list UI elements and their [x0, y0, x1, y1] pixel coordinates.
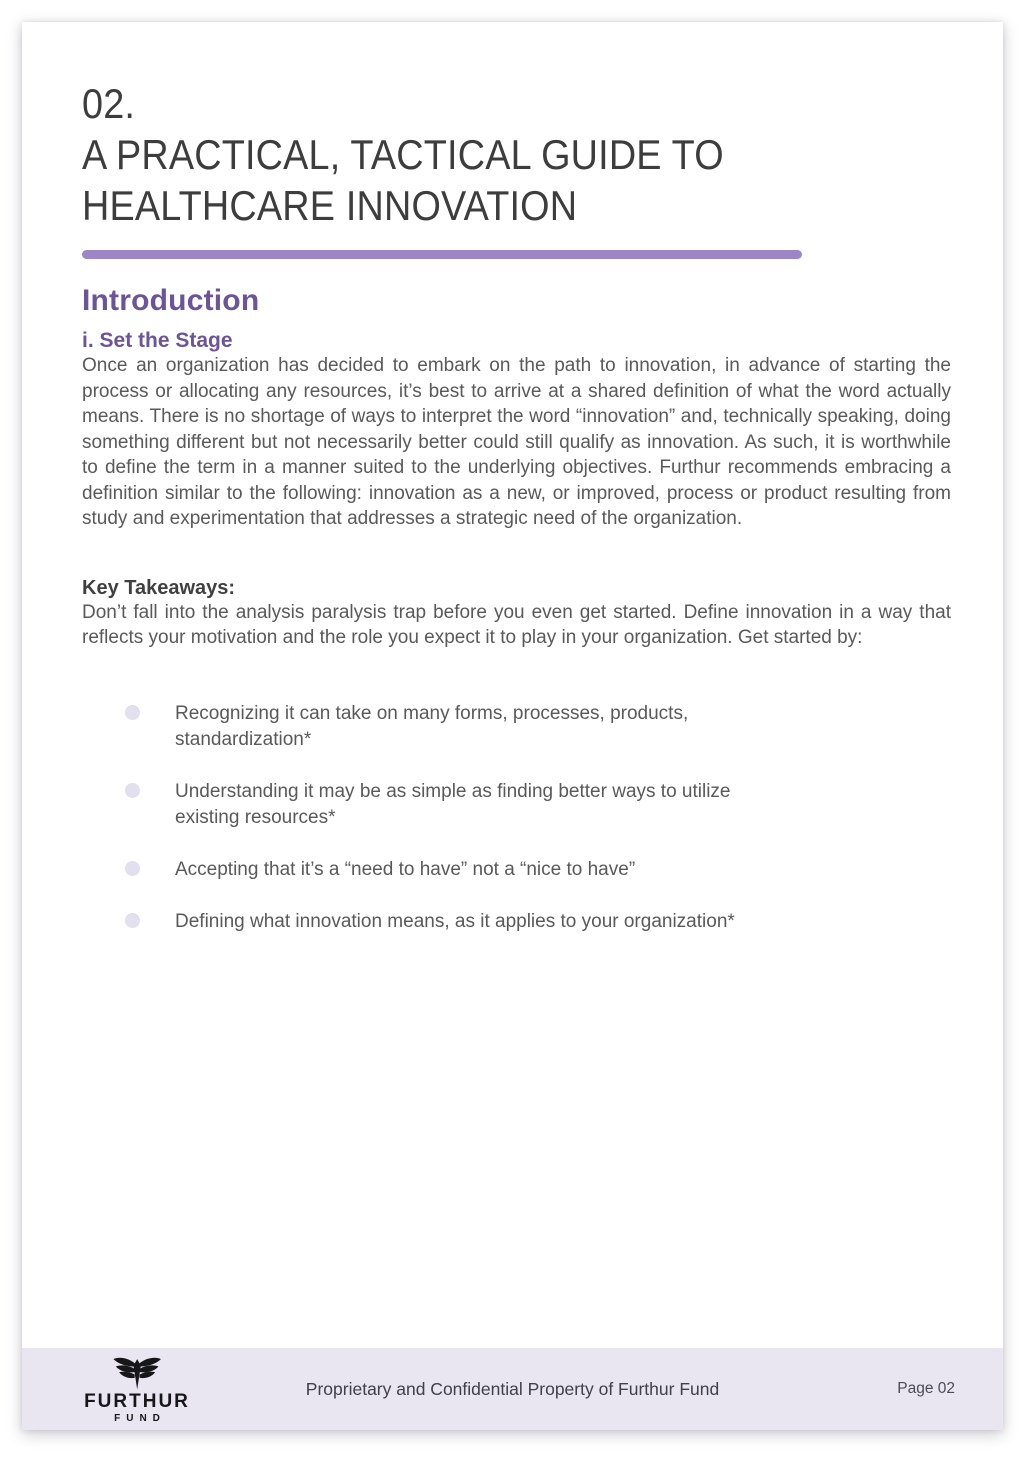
logo-subtext: FUND: [114, 1412, 166, 1424]
introduction-paragraph: Once an organization has decided to embark on the path to innovation, in advance of starting the process or allocating any resources, it’s best to arrive at a shared definition of what the word actually means. There is no shortage of ways to interpret the word “innovation” and, technically speaking, doing something different but not necessarily better could still qualify as innovation. As such, it is worthwhile to define the term in a manner suited to the underlying objectives. Furthur recommends embracing a definition similar to the following: innovation as a new, or improved, process or product resulting from study and experimentation that addresses a strategic need of the organization.: [82, 355, 951, 529]
subsection-heading-set-the-stage: i. Set the Stage: [82, 329, 233, 352]
list-item-text: Recognizing it can take on many forms, processes, products, standardization*: [175, 702, 689, 750]
section-heading-introduction: Introduction: [82, 284, 260, 317]
list-item: [82, 779, 951, 831]
page-content: [22, 22, 1003, 935]
list-item-text: Defining what innovation means, as it applies to your organization*: [175, 910, 735, 932]
list-item-text: Accepting that it’s a “need to have” not a “nice to have”: [175, 858, 636, 880]
list-item: [82, 909, 951, 935]
bullet-icon: [125, 783, 140, 798]
winged-emblem-icon: [111, 1355, 163, 1391]
page-number-label: Page 02: [897, 1380, 955, 1397]
key-takeaways-paragraph: Don’t fall into the analysis paralysis trap before you even get started. Define innovation in a way that reflects your motivation and the role you expect it to play in your organization. Get started by:: [82, 601, 951, 648]
chapter-number: 02.: [82, 80, 136, 127]
takeaways-bullet-list: [82, 701, 951, 935]
list-item: [82, 857, 951, 883]
logo-wordmark: FURTHUR: [84, 1390, 190, 1412]
chapter-title-line-2: HEALTHCARE INNOVATION: [82, 182, 578, 229]
furthur-fund-logo: [62, 1355, 212, 1424]
page-footer: [22, 1348, 1003, 1430]
bullet-icon: [125, 861, 140, 876]
list-item: [82, 701, 951, 753]
title-underline-rule: [82, 250, 802, 259]
bullet-icon: [125, 705, 140, 720]
document-page: [22, 22, 1003, 1430]
chapter-title: [82, 78, 864, 231]
chapter-title-line-1: A PRACTICAL, TACTICAL GUIDE TO: [82, 131, 724, 178]
list-item-text: Understanding it may be as simple as finding better ways to utilize existing resources*: [175, 780, 731, 828]
confidential-notice: Proprietary and Confidential Property of Furthur Fund: [305, 1378, 720, 1399]
key-takeaways-heading: Key Takeaways:: [82, 576, 236, 599]
bullet-icon: [125, 913, 140, 928]
